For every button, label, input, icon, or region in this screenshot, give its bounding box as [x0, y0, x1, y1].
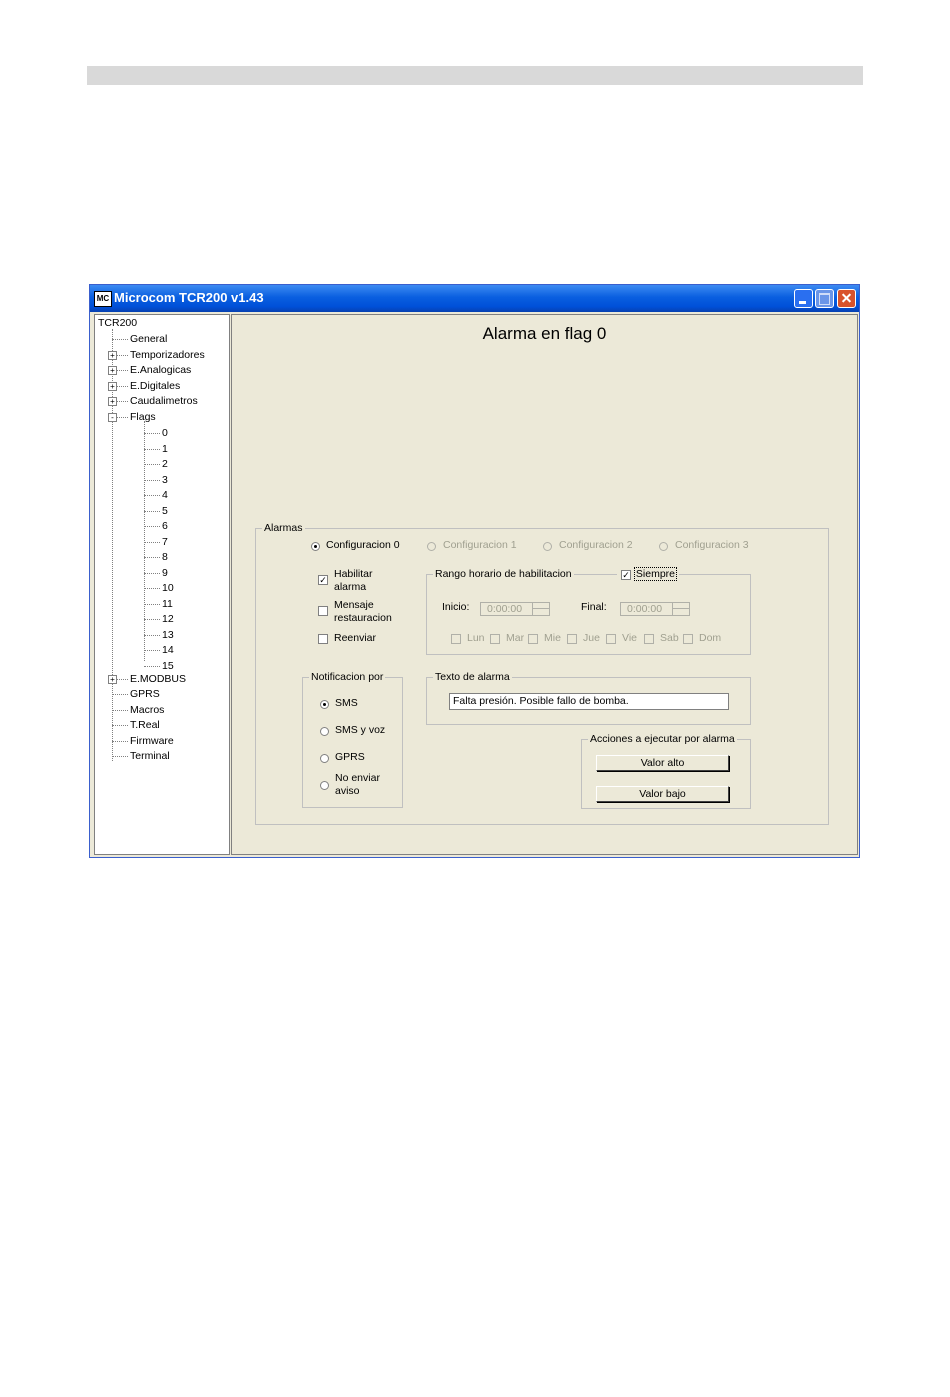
final-time-input[interactable] — [620, 602, 690, 616]
config-3-radio[interactable] — [659, 542, 668, 551]
day-vie-label: Vie — [622, 632, 637, 644]
valor-bajo-button[interactable]: Valor bajo — [596, 786, 729, 802]
collapse-icon[interactable]: - — [108, 413, 117, 422]
rango-horario-group — [426, 568, 751, 655]
final-spin-icon[interactable] — [672, 603, 689, 615]
texto-alarma-label: Texto de alarma — [435, 671, 510, 683]
tree-item-gprs[interactable]: GPRS — [130, 688, 160, 700]
expand-icon[interactable]: + — [108, 382, 117, 391]
acciones-group — [581, 733, 751, 809]
config-3-label[interactable]: Configuracion 3 — [675, 539, 749, 551]
valor-alto-button[interactable]: Valor alto — [596, 755, 729, 771]
tree-item-macros[interactable]: Macros — [130, 704, 165, 716]
app-icon: MC — [94, 291, 112, 307]
tree-item-flag[interactable]: 4 — [162, 489, 168, 501]
acciones-label: Acciones a ejecutar por alarma — [590, 733, 735, 745]
tree-item-temporizadores[interactable]: Temporizadores — [130, 349, 205, 361]
mensaje-restauracion-checkbox[interactable] — [318, 606, 328, 616]
alarmas-group — [255, 522, 829, 825]
maximize-button[interactable] — [815, 289, 834, 308]
day-dom-checkbox[interactable] — [683, 634, 693, 644]
tree-item-flag[interactable]: 5 — [162, 504, 168, 517]
day-mar-label: Mar — [506, 632, 525, 644]
tree-item-t-real[interactable]: T.Real — [130, 719, 160, 731]
siempre-checkbox[interactable]: ✓ — [622, 570, 630, 580]
day-mar-checkbox[interactable] — [490, 634, 500, 644]
tree-item-flag[interactable]: 2 — [162, 458, 168, 470]
tree-connector — [144, 604, 160, 605]
config-0-radio[interactable] — [311, 542, 320, 551]
tree-item-flag[interactable]: 15 — [162, 659, 174, 672]
expand-icon[interactable]: + — [108, 366, 117, 375]
notif-gprs-radio[interactable] — [320, 754, 329, 763]
expand-icon[interactable]: + — [108, 351, 117, 360]
mensaje-label-2: restauracion — [334, 612, 392, 624]
siempre-container — [617, 568, 679, 580]
notif-sms-radio[interactable] — [320, 700, 329, 709]
day-mie-label: Mie — [544, 632, 561, 644]
tree-item-e-modbus[interactable]: E.MODBUS — [130, 673, 187, 685]
final-label: Final: — [581, 601, 607, 613]
tree-connector — [144, 542, 160, 543]
tree-item-flag[interactable]: 13 — [162, 628, 174, 641]
tree-connector — [144, 588, 160, 589]
config-1-radio[interactable] — [427, 542, 436, 551]
config-2-label[interactable]: Configuracion 2 — [559, 539, 633, 551]
tree-connector — [144, 526, 160, 527]
texto-alarma-input[interactable]: Falta presión. Posible fallo de bomba. — [449, 693, 729, 710]
tree-item-general[interactable]: General — [130, 333, 168, 345]
page-header-bar — [87, 66, 863, 85]
day-vie-checkbox[interactable] — [606, 634, 616, 644]
tree-root[interactable]: TCR200 — [98, 317, 138, 329]
tree-connector — [144, 650, 160, 651]
tree-item-flag[interactable]: 10 — [162, 582, 174, 594]
inicio-label: Inicio: — [442, 601, 470, 613]
title-bar[interactable] — [90, 285, 859, 312]
expand-icon[interactable]: + — [108, 675, 117, 684]
day-lun-checkbox[interactable] — [451, 634, 461, 644]
tree-item-e-digitales[interactable]: E.Digitales — [130, 380, 181, 392]
navigation-tree[interactable] — [94, 314, 230, 855]
tree-item-e-analogicas[interactable]: E.Analogicas — [130, 364, 192, 376]
inicio-time-input[interactable] — [480, 602, 550, 616]
reenviar-checkbox[interactable] — [318, 634, 328, 644]
tree-item-flag[interactable]: 12 — [162, 613, 174, 625]
notif-sms-voz-label[interactable]: SMS y voz — [335, 724, 386, 736]
app-window — [89, 284, 860, 858]
notificacion-group — [302, 671, 403, 808]
config-0-label[interactable]: Configuracion 0 — [326, 539, 400, 551]
tree-connector — [144, 511, 160, 512]
habilitar-alarma-checkbox[interactable]: ✓ — [319, 575, 327, 585]
tree-connector — [112, 339, 128, 340]
tree-connector — [144, 619, 160, 620]
tree-connector — [112, 741, 128, 742]
tree-connector — [112, 756, 128, 757]
day-mie-checkbox[interactable] — [528, 634, 538, 644]
tree-connector — [112, 710, 128, 711]
tree-item-terminal[interactable]: Terminal — [130, 750, 170, 762]
day-lun-label: Lun — [467, 632, 485, 644]
habilitar-label-2: alarma — [334, 581, 367, 593]
tree-connector — [144, 433, 160, 434]
tree-connector — [112, 725, 128, 726]
notificacion-label: Notificacion por — [311, 671, 384, 683]
tree-item-flag[interactable]: 7 — [162, 535, 168, 548]
notif-sms-voz-radio[interactable] — [320, 727, 329, 736]
tree-item-flag[interactable]: 1 — [162, 442, 168, 455]
day-jue-checkbox[interactable] — [567, 634, 577, 644]
tree-item-flag[interactable]: 14 — [162, 644, 174, 656]
tree-connector — [144, 635, 160, 636]
notif-no-enviar-label-2[interactable]: aviso — [335, 785, 360, 797]
alarmas-group-label: Alarmas — [264, 522, 303, 534]
tree-item-flag[interactable]: 9 — [162, 566, 168, 579]
tree-connector — [144, 480, 160, 481]
window-title: Microcom TCR200 v1.43 — [114, 290, 264, 305]
inicio-spin-icon[interactable] — [532, 603, 549, 615]
day-jue-label: Jue — [583, 632, 600, 644]
texto-alarma-group — [426, 671, 751, 725]
inicio-time-value: 0:00:00 — [487, 603, 523, 615]
tree-item-flag[interactable]: 0 — [162, 427, 168, 439]
mensaje-label-1: Mensaje — [334, 599, 374, 611]
config-2-radio[interactable] — [543, 542, 552, 551]
reenviar-label: Reenviar — [334, 632, 377, 644]
final-time-value: 0:00:00 — [627, 603, 663, 615]
day-dom-label: Dom — [699, 632, 722, 644]
config-1-label[interactable]: Configuracion 1 — [443, 539, 517, 551]
notif-gprs-label[interactable]: GPRS — [335, 751, 365, 763]
tree-connector — [144, 573, 160, 574]
close-button[interactable] — [837, 289, 856, 308]
day-sab-checkbox[interactable] — [644, 634, 654, 644]
tree-connector — [112, 329, 113, 761]
day-sab-label: Sab — [660, 632, 679, 644]
tree-item-flags[interactable]: Flags — [130, 411, 156, 423]
tree-item-caudalimetros[interactable]: Caudalimetros — [130, 395, 198, 407]
notif-no-enviar-label-1[interactable]: No enviar — [335, 772, 380, 784]
expand-icon[interactable]: + — [108, 397, 117, 406]
alarm-panel — [231, 314, 858, 855]
minimize-button[interactable] — [794, 289, 813, 308]
tree-item-flag[interactable]: 3 — [162, 473, 168, 486]
tree-connector — [112, 694, 128, 695]
tree-connector — [144, 557, 160, 558]
tree-connector — [144, 464, 160, 465]
siempre-label[interactable]: Siempre — [635, 568, 676, 580]
tree-item-flag[interactable]: 6 — [162, 520, 168, 532]
tree-item-flag[interactable]: 8 — [162, 551, 168, 563]
habilitar-label-1: Habilitar — [334, 568, 373, 580]
tree-connector — [144, 449, 160, 450]
tree-connector — [144, 666, 160, 667]
tree-item-flag[interactable]: 11 — [162, 597, 173, 610]
notif-no-enviar-radio[interactable] — [320, 781, 329, 790]
notif-sms-label[interactable]: SMS — [335, 697, 358, 709]
page-title: Alarma en flag 0 — [482, 324, 607, 343]
tree-item-firmware[interactable]: Firmware — [130, 735, 174, 747]
rango-horario-label: Rango horario de habilitacion — [435, 568, 572, 580]
tree-connector — [144, 495, 160, 496]
